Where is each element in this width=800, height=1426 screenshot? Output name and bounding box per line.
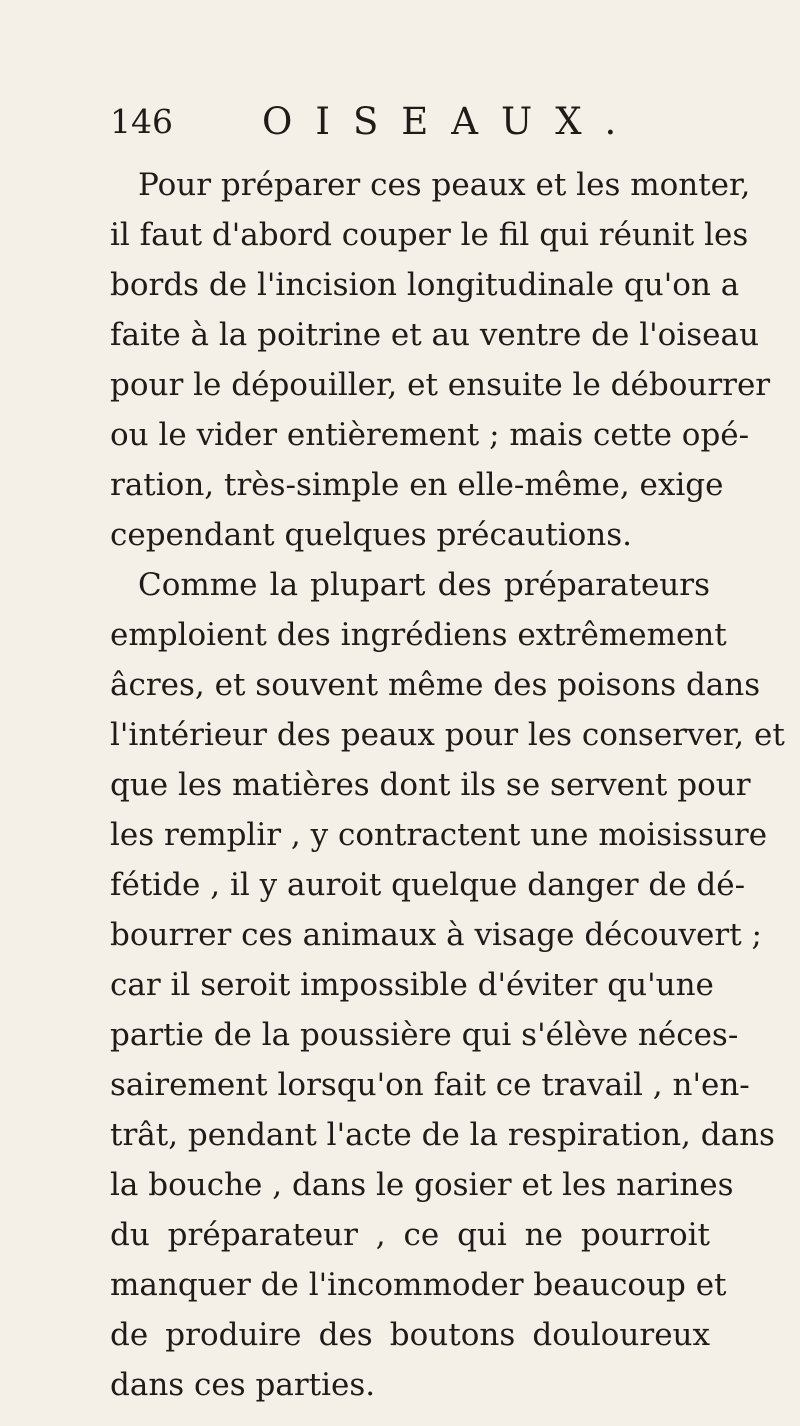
text-line: partie de la poussière qui s'élève néces- xyxy=(110,1017,739,1053)
text-line: l'intérieur des peaux pour les conserver, et xyxy=(110,717,785,753)
page-header xyxy=(110,100,710,150)
text-line: fétide , il y auroit quelque danger de dé- xyxy=(110,867,746,903)
text-line: du préparateur , ce qui ne pourroit xyxy=(110,1217,710,1253)
running-title: OISEAUX. xyxy=(262,100,640,143)
text-line: ration, très-simple en elle-même, exige xyxy=(110,467,724,503)
text-line: dans ces parties. xyxy=(110,1367,376,1403)
text-line: que les matières dont ils se servent pour xyxy=(110,767,751,803)
body-text xyxy=(110,160,785,1410)
text-line: pour le dépouiller, et ensuite le débourrer xyxy=(110,367,771,403)
text-line: Pour préparer ces peaux et les monter, xyxy=(138,167,751,203)
text-line: ou le vider entièrement ; mais cette opé- xyxy=(110,417,750,453)
text-line: sairement lorsqu'on fait ce travail , n'en- xyxy=(110,1067,750,1103)
text-line: emploient des ingrédiens extrêmement xyxy=(110,617,727,653)
text-line: bords de l'incision longitudinale qu'on a xyxy=(110,267,740,303)
text-line: manquer de l'incommoder beaucoup et xyxy=(110,1267,727,1303)
text-line: faite à la poitrine et au ventre de l'oiseau xyxy=(110,317,759,353)
text-line: les remplir , y contractent une moisissure xyxy=(110,817,768,853)
text-line: trât, pendant l'acte de la respiration, dans xyxy=(110,1117,775,1153)
text-line: la bouche , dans le gosier et les narines xyxy=(110,1167,734,1203)
text-line: âcres, et souvent même des poisons dans xyxy=(110,667,761,703)
text-line: cependant quelques précautions. xyxy=(110,517,633,553)
text-line: Comme la plupart des préparateurs xyxy=(138,567,710,603)
text-line: il faut d'abord couper le fil qui réunit les xyxy=(110,217,749,253)
text-line: de produire des boutons douloureux xyxy=(110,1317,710,1353)
text-line: bourrer ces animaux à visage découvert ; xyxy=(110,917,762,953)
page-number: 146 xyxy=(110,102,173,141)
text-line: car il seroit impossible d'éviter qu'une xyxy=(110,967,714,1003)
